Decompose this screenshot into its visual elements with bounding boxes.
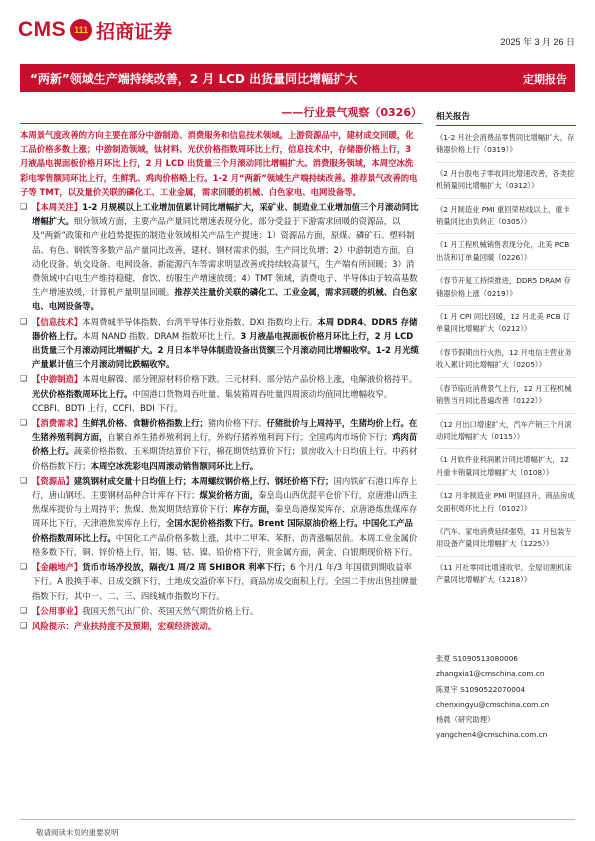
bullet-square-icon: ❑ bbox=[20, 605, 28, 615]
related-report-link[interactable]: 《11 月社零同比增速收窄，全屋切割机床产量同比增幅扩大（1218）》 bbox=[436, 562, 572, 585]
bullet-square-icon: ❑ bbox=[20, 562, 28, 572]
section-body: 本周费城半导体指数、台湾半导体行业指数、DXI 指数均上行。 bbox=[82, 316, 318, 327]
section-body: 细分领域方面，主要产品产量同比增速表现分化，部分受益于下游需求回暖的资源品，以及“两新”政策和产业趋势提振的制造业领域相关产品生产提速：1）资源品方面，原煤、磷矿石、塑料制品、有色、钢铁等多数产品产量同比改善，建材、钢材需求仍弱，生产同比负增；2）中游制造方面，自动化设备、轨交设备、电网设备、新能源汽车等需求明显改善或持续较高景气，生产端有所回暖；3）消费领域中白电生产维持稳健，食饮、纺服生产增速放缓；4）TMT 领域，消费电子、半导体由于较高基数生产增速放缓，计算机产量明显回暖。 bbox=[32, 216, 418, 298]
footer-divider bbox=[20, 819, 575, 820]
main-content bbox=[20, 128, 420, 841]
section-finance-realestate bbox=[20, 560, 420, 603]
section-body: 自繁自养生猪养殖利润上行，外购仔猪养殖利润下行；全国鸡肉市场价下行； bbox=[107, 432, 393, 443]
section-highlight: 仔猪批价与上周持平，生猪均价上行。在生猪养殖利润方面， bbox=[32, 418, 418, 443]
section-highlight: 光伏价格指数周环比上行。 bbox=[32, 388, 133, 399]
related-report-link[interactable]: 《2 月制造业 PMI 重回荣枯线以上，重卡销量同比由负转正（0305）》 bbox=[436, 204, 576, 235]
section-highlight: 本周 DDR4、DDR5 存储器价格上行。 bbox=[32, 316, 418, 341]
related-report-link[interactable]: 《春节假期出行火热，12 月电信主营业务收入累计同比增幅扩大（0205）》 bbox=[436, 347, 576, 378]
section-body: 国内铁矿石港口库存上行，唐山钢坯、主要钢材品种合计库存下行； bbox=[32, 475, 418, 501]
analyst-name-license: 张夏 S1090513080006 bbox=[436, 654, 518, 663]
analyst-contacts bbox=[436, 651, 576, 743]
section-tag: 【资源品】 bbox=[32, 475, 74, 486]
report-title: “两新”领域生产端持续改善，2 月 LCD 出货量同比增幅扩大 bbox=[30, 72, 358, 86]
section-info-tech bbox=[20, 315, 420, 372]
section-body: 6 个月/1 年/3 年国债到期收益率下行。A 股换手率、日成交额下行，土地成交溢价率下行，商品房成交面积上行。全国二手房出售挂牌量指数下行，其中一、二、三、四线城市指数均下行。 bbox=[32, 562, 418, 601]
report-header bbox=[0, 0, 595, 52]
bullet-square-icon: ❑ bbox=[20, 620, 28, 630]
related-report-link[interactable]: 《12 月出口增速扩大，汽车产销三个月滚动同比增幅扩大（0115）》 bbox=[436, 419, 576, 450]
bullet-square-icon: ❑ bbox=[20, 418, 28, 428]
analyst-name-license: 陈夏宇 S1090522070004 bbox=[436, 684, 526, 694]
subtitle-divider bbox=[20, 123, 422, 124]
related-report-link[interactable]: 《汽车、家电消费延续强势，11 月包装专用设备产量同比增幅扩大（1225）》 bbox=[436, 526, 576, 557]
section-tag: 【消费需求】 bbox=[32, 418, 83, 429]
bullet-square-icon: ❑ bbox=[20, 475, 28, 485]
report-date: 2025 年 3 月 26 日 bbox=[500, 37, 575, 47]
related-report-link[interactable]: 《2 月台股电子零收同比增速改善，各类挖机销量同比增幅扩大（0312）》 bbox=[436, 168, 576, 199]
section-lead: 1-2 月规模以上工业增加值累计同比增幅扩大，采矿业、制造业工业增加值三个月滚动同比增幅扩大。 bbox=[32, 202, 419, 227]
company-logo bbox=[18, 18, 172, 42]
risk-warning bbox=[20, 619, 420, 633]
logo-latin: CMS bbox=[18, 18, 67, 41]
disclaimer-note: 敬请阅读末页的重要说明 bbox=[36, 828, 119, 837]
bullet-square-icon: ❑ bbox=[20, 202, 28, 212]
section-highlight: 生鲜乳价格、食糖价格指数上行； bbox=[82, 418, 208, 429]
section-highlight: 本周空冰洗彩电四周滚动销售额同环比上行。 bbox=[90, 460, 259, 471]
section-tag: 【本周关注】 bbox=[32, 202, 83, 213]
related-reports-title: 相关报告 bbox=[436, 110, 576, 126]
related-report-link[interactable]: 《春节开复工持续推进，DDR5 DRAM 存储器价格上涨（0219）》 bbox=[436, 275, 576, 306]
section-tag: 【中游制造】 bbox=[32, 374, 83, 385]
related-report-link[interactable]: 《1 月软件业利润累计同比增幅扩大，12 月重卡销量同比增幅扩大（0108）》 bbox=[436, 454, 576, 485]
logo-mark-icon: 111 bbox=[70, 19, 92, 41]
assistant-name: 杨晨（研究助理） bbox=[436, 715, 495, 725]
risk-text: 风险提示：产业扶持度不及预期，宏观经济波动。 bbox=[32, 620, 217, 631]
section-utilities bbox=[20, 604, 420, 618]
section-highlight: 库存方面， bbox=[233, 504, 275, 515]
section-body: 中国化工产品价格多数上涨，其中二甲苯、苯酐、沥青涨幅居前。本周工业金属价格多数下行，铜、锌价格上行，铝、锡、钴、镍、铅价格下行，贵金属方面，黄金、白银期现价格下行。 bbox=[32, 532, 418, 557]
section-body: 猪肉价格下行、 bbox=[207, 418, 267, 429]
title-bar bbox=[20, 64, 575, 92]
related-report-link[interactable]: 《春节临近消费景气上行，12 月工程机械销售当月同比普遍改善（0122）》 bbox=[436, 383, 576, 414]
report-type-tag: 定期报告 bbox=[523, 73, 567, 86]
section-resources bbox=[20, 474, 420, 559]
related-report-link[interactable]: 《12 月非制造业 PMI 明显回升，商品房成交面积周环比上行（0102）》 bbox=[436, 490, 576, 521]
section-body: 中国港口货物周吞吐量、集装箱周吞吐量四周滚动均值同比增幅收窄。CCBFI、BDTI 上行，CCFI、BDI 下行。 bbox=[32, 388, 393, 413]
bullet-square-icon: ❑ bbox=[20, 316, 28, 326]
section-highlight: 本周螺纹钢价格上行、钢坯价格下行； bbox=[191, 475, 334, 486]
section-tag: 【公用事业】 bbox=[32, 605, 83, 616]
section-conclusion: 推荐关注量价关联的磷化工、工业金属，需求回暖的机械、白色家电、电网设备等。 bbox=[32, 287, 418, 312]
section-midstream-manufacturing bbox=[20, 372, 420, 415]
section-highlight: 鸡肉苗价格上行。 bbox=[32, 432, 418, 457]
section-body: 蔬菜价格指数、玉米期货结算价下行，棉花期货结算价下行；景房收入十日均值上行。中药材价格指数下行； bbox=[32, 446, 418, 471]
related-report-link[interactable]: 《1-2 月社会消费品零售同比增幅扩大，存储器价格上行（0319）》 bbox=[436, 132, 576, 163]
analyst-email[interactable]: zhangxia1@cmschina.com.cn bbox=[436, 669, 545, 679]
analyst-email[interactable]: chenxingyu@cmschina.com.cn bbox=[436, 699, 550, 709]
bullet-square-icon: ❑ bbox=[20, 374, 28, 384]
related-report-link[interactable]: 《1 月工程机械销售表现分化，北美 PCB 出货和订单量回暖（0226）》 bbox=[436, 239, 576, 270]
section-body: 秦皇岛山西优混平仓价下行，京唐港山西主焦煤库提价与上周持平；焦煤、焦炭期货结算价下行； bbox=[32, 490, 418, 515]
section-highlight: 3 月液晶电视面板价格月环比上行，2 月 LCD 出货量三个月滚动同比增幅扩大。2 月日本半导体制造设备出货额三个月滚动同比增幅收窄。1-2 月光缆产量累计值三个月滚动同比跌幅收窄。 bbox=[32, 330, 419, 370]
section-body: 我国天然气出厂价、英国天然气期货价格上行。 bbox=[82, 605, 259, 616]
section-highlight: 煤炭价格方面， bbox=[199, 490, 259, 501]
section-consumer-demand bbox=[20, 416, 420, 473]
summary-paragraph: 本周景气度改善的方向主要在部分中游制造、消费服务和信息技术领域。上游资源品中，建材成交回暖，化工品价格多数上涨；中游制造领域，钛材料、光伏价格指数周环比上行，信息技术中，存储器价格上行，3 月液晶电视面板价格月环比上行，2 月 LCD 出货量三个月滚动同比增幅扩大。消费服务领域，本周空冰洗彩电零售额同环比上行，生鲜乳、鸡肉价格略上行。1-2 月“两新”领域生产端持续改善。推荐景气改善的电子等 TMT，以及量价关联的磷化工、工业金属，需求回暖的机械、白色家电、电网设备等。 bbox=[20, 130, 418, 197]
report-subtitle: ——行业景气观察（0326） bbox=[281, 106, 422, 119]
section-body: 本周 NAND 指数、DRAM 指数环比上行。 bbox=[82, 330, 241, 341]
section-highlight: 货币市场净投放，隔夜/1 周/2 周 SHIBOR 利率下行； bbox=[82, 562, 291, 573]
assistant-email[interactable]: yangchen4@cmschina.com.cn bbox=[436, 730, 548, 740]
section-tag: 【信息技术】 bbox=[32, 316, 83, 327]
logo-chinese-name: 招商证券 bbox=[96, 20, 173, 43]
section-highlight: 建筑钢材成交量十日均值上行； bbox=[73, 475, 192, 486]
section-tag: 【金融地产】 bbox=[32, 562, 83, 573]
section-body: 本周电解镍、部分锂原材料价格下跌。三元材料、部分钴产品价格上涨，电解液价格持平。 bbox=[82, 374, 418, 385]
section-highlight: 全国水泥价格指数下行。Brent 国际原油价格上行。中国化工产品价格指数周环比上行。 bbox=[32, 518, 413, 543]
related-report-link[interactable]: 《1 月 CPI 同比回暖，12 月北美 PCB 订单量同比增幅扩大（0212）》 bbox=[436, 311, 576, 342]
section-weekly-focus bbox=[20, 200, 420, 314]
related-reports-sidebar bbox=[436, 110, 576, 592]
section-body: 秦皇岛港煤炭库存、京唐港炼焦煤库存周环比下行，天津港焦炭库存上行， bbox=[32, 504, 418, 529]
